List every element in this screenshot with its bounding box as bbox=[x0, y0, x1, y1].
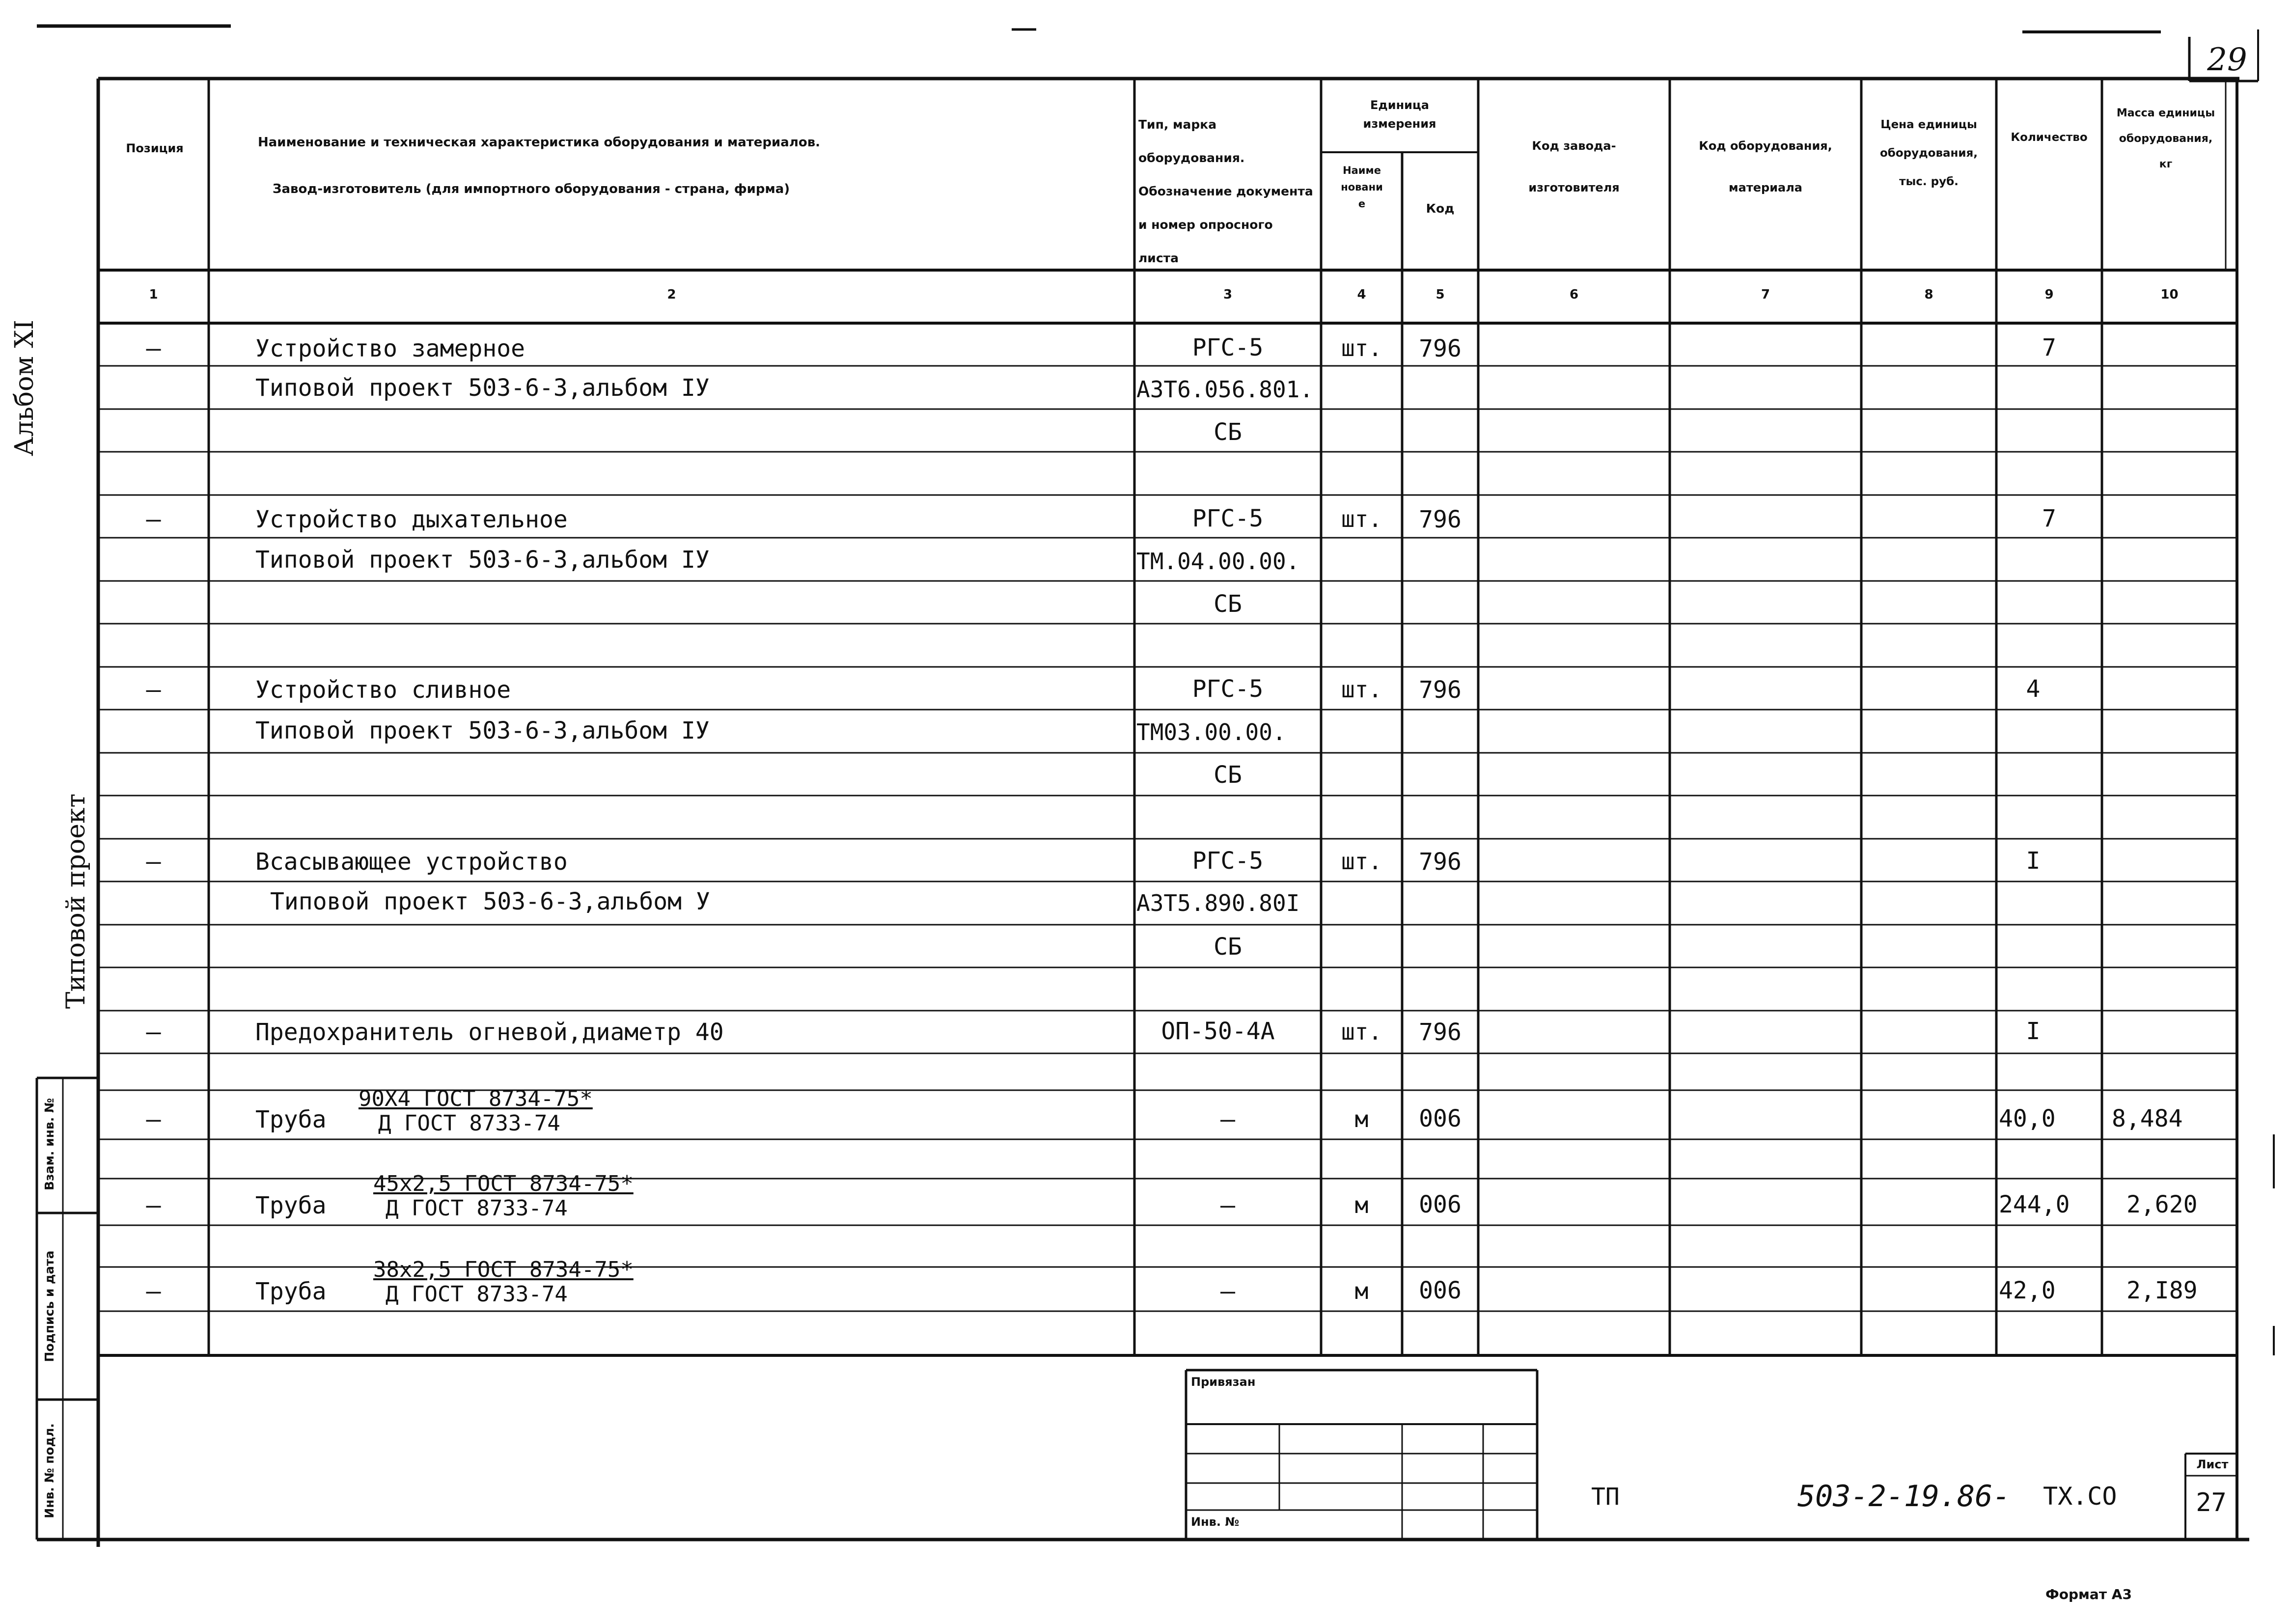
pipe-mass: 8,484 bbox=[2112, 1105, 2183, 1132]
doc-code: 503-2-19.86- bbox=[1797, 1479, 2011, 1514]
header-price: Цена единицы оборудования, тыс. руб. bbox=[1879, 118, 1978, 188]
pipe-qty: 244,0 bbox=[1999, 1191, 2070, 1218]
privyazan-label: Привязан bbox=[1191, 1375, 1256, 1389]
colnum-7: 7 bbox=[1761, 287, 1770, 302]
pipe-type: – bbox=[1220, 1191, 1236, 1219]
item-position: – bbox=[146, 847, 161, 876]
pipe-spec-top: 45х2,5 ГОСТ 8734-75* bbox=[373, 1171, 634, 1196]
pipe-name: Труба bbox=[255, 1106, 327, 1133]
item-unit: шт. bbox=[1341, 676, 1382, 703]
item-position: – bbox=[146, 334, 161, 362]
item-type: СБ bbox=[1214, 933, 1242, 961]
pipe-qty: 40,0 bbox=[1999, 1105, 2056, 1132]
pipe-code: 006 bbox=[1419, 1105, 1462, 1132]
pipe-code: 006 bbox=[1419, 1277, 1462, 1304]
header-equipment-code: Код оборудования, материала bbox=[1699, 139, 1832, 194]
colnum-4: 4 bbox=[1357, 287, 1366, 302]
pipe-name: Труба bbox=[255, 1278, 327, 1305]
item-type: АЗТ6.056.801. bbox=[1136, 376, 1314, 403]
item-unit: шт. bbox=[1341, 848, 1382, 875]
item-name: Типовой проект 503-6-3,альбом У bbox=[270, 888, 710, 915]
sheet-number: 27 bbox=[2196, 1488, 2227, 1517]
item-type: РГС-5 bbox=[1192, 334, 1264, 361]
item-type: СБ bbox=[1214, 761, 1242, 789]
item-code: 796 bbox=[1419, 335, 1462, 362]
header-name-line1: Наименование и техническая характеристика оборудования и материалов. bbox=[258, 135, 821, 150]
colnum-10: 10 bbox=[2160, 287, 2179, 302]
pipe-spec-bottom: Д ГОСТ 8733-74 bbox=[378, 1111, 560, 1136]
pipe-spec-top: 90Х4 ГОСТ 8734-75* bbox=[359, 1086, 593, 1111]
colnum-8: 8 bbox=[1924, 287, 1933, 302]
item-qty: 4 bbox=[2026, 675, 2041, 703]
pipe-position: – bbox=[146, 1277, 161, 1305]
pipe-mass: 2,I89 bbox=[2126, 1277, 2198, 1304]
item-type: АЗТ5.890.80I bbox=[1136, 890, 1300, 916]
header-position: Позиция bbox=[126, 141, 184, 155]
inv-no-label: Инв. № bbox=[1191, 1515, 1240, 1529]
item-qty: I bbox=[2026, 1018, 2041, 1045]
pipe-unit: м bbox=[1354, 1192, 1369, 1218]
item-name: Устройство дыхательное bbox=[255, 506, 568, 533]
item-position: – bbox=[146, 1018, 161, 1046]
item-qty: 7 bbox=[2042, 334, 2056, 361]
header-plant-code: Код завода-изготовителя bbox=[1528, 139, 1620, 194]
item-code: 796 bbox=[1419, 848, 1462, 876]
item-type: СБ bbox=[1214, 590, 1242, 618]
item-code: 796 bbox=[1419, 676, 1462, 704]
item-type: ТМ.04.00.00. bbox=[1136, 548, 1300, 575]
project-label: Типовой проект bbox=[61, 793, 91, 1009]
item-code: 796 bbox=[1419, 506, 1462, 533]
item-type: РГС-5 bbox=[1192, 505, 1264, 532]
item-qty: 7 bbox=[2042, 505, 2056, 532]
item-position: – bbox=[146, 505, 161, 533]
header-name-line2: Завод-изготовитель (для импортного оборудования - страна, фирма) bbox=[273, 182, 790, 196]
item-type: ТМ03.00.00. bbox=[1136, 719, 1286, 745]
pipe-unit: м bbox=[1354, 1278, 1369, 1304]
item-unit: шт. bbox=[1341, 1018, 1382, 1045]
item-name: Устройство сливное bbox=[255, 676, 511, 704]
header-unit-code: Код bbox=[1426, 201, 1455, 216]
pipe-code: 006 bbox=[1419, 1191, 1462, 1218]
item-name: Типовой проект 503-6-3,альбом IУ bbox=[255, 546, 710, 574]
header-quantity: Количество bbox=[2011, 131, 2088, 144]
stamp-label-signature: Подпись и дата bbox=[42, 1250, 56, 1362]
item-type: ОП-50-4А bbox=[1161, 1018, 1275, 1045]
pipe-type: – bbox=[1220, 1105, 1236, 1133]
colnum-2: 2 bbox=[667, 287, 676, 302]
album-label: Альбом XI bbox=[10, 320, 39, 456]
item-code: 796 bbox=[1419, 1018, 1462, 1046]
header-unit-group: Единица измерения bbox=[1363, 98, 1436, 131]
tp-label: ТП bbox=[1591, 1483, 1620, 1511]
colnum-6: 6 bbox=[1569, 287, 1579, 302]
doc-suffix: ТХ.СО bbox=[2043, 1482, 2117, 1511]
item-type: СБ bbox=[1214, 418, 1242, 446]
item-unit: шт. bbox=[1341, 335, 1382, 361]
pipe-name: Труба bbox=[255, 1192, 327, 1219]
pipe-mass: 2,620 bbox=[2126, 1191, 2198, 1218]
item-name: Устройство замерное bbox=[255, 335, 525, 362]
colnum-3: 3 bbox=[1223, 287, 1233, 302]
header-type: Тип, марка оборудования. Обозначение документа и номер опросного листа bbox=[1138, 117, 1313, 265]
item-position: – bbox=[146, 675, 161, 704]
item-type: РГС-5 bbox=[1192, 675, 1264, 703]
pipe-spec-bottom: Д ГОСТ 8733-74 bbox=[386, 1282, 568, 1307]
pipe-spec-top: 38х2,5 ГОСТ 8734-75* bbox=[373, 1257, 634, 1282]
item-name: Предохранитель огневой,диаметр 40 bbox=[255, 1018, 724, 1046]
item-unit: шт. bbox=[1341, 506, 1382, 532]
item-name: Всасывающее устройство bbox=[255, 848, 568, 876]
colnum-9: 9 bbox=[2044, 287, 2054, 302]
pipe-type: – bbox=[1220, 1277, 1236, 1305]
item-name: Типовой проект 503-6-3,альбом IУ bbox=[255, 717, 710, 744]
sheet-label: Лист bbox=[2196, 1458, 2229, 1471]
item-name: Типовой проект 503-6-3,альбом IУ bbox=[255, 374, 710, 402]
pipe-position: – bbox=[146, 1105, 161, 1133]
pipe-qty: 42,0 bbox=[1999, 1277, 2056, 1304]
sheet-corner-number: 29 bbox=[2207, 42, 2247, 78]
stamp-label-vzam: Взам. инв. № bbox=[42, 1098, 56, 1190]
pipe-unit: м bbox=[1354, 1106, 1369, 1132]
format-label: Формат А3 bbox=[2045, 1586, 2132, 1602]
stamp-label-inv: Инв. № подл. bbox=[42, 1423, 56, 1518]
pipe-spec-bottom: Д ГОСТ 8733-74 bbox=[386, 1196, 568, 1221]
colnum-1: 1 bbox=[149, 287, 158, 302]
colnum-5: 5 bbox=[1435, 287, 1445, 302]
header-mass: Масса единицы оборудования, кг bbox=[2116, 107, 2215, 170]
item-type: РГС-5 bbox=[1192, 847, 1264, 875]
item-qty: I bbox=[2026, 847, 2041, 875]
header-unit-name: Наименование bbox=[1341, 165, 1383, 210]
pipe-position: – bbox=[146, 1191, 161, 1219]
